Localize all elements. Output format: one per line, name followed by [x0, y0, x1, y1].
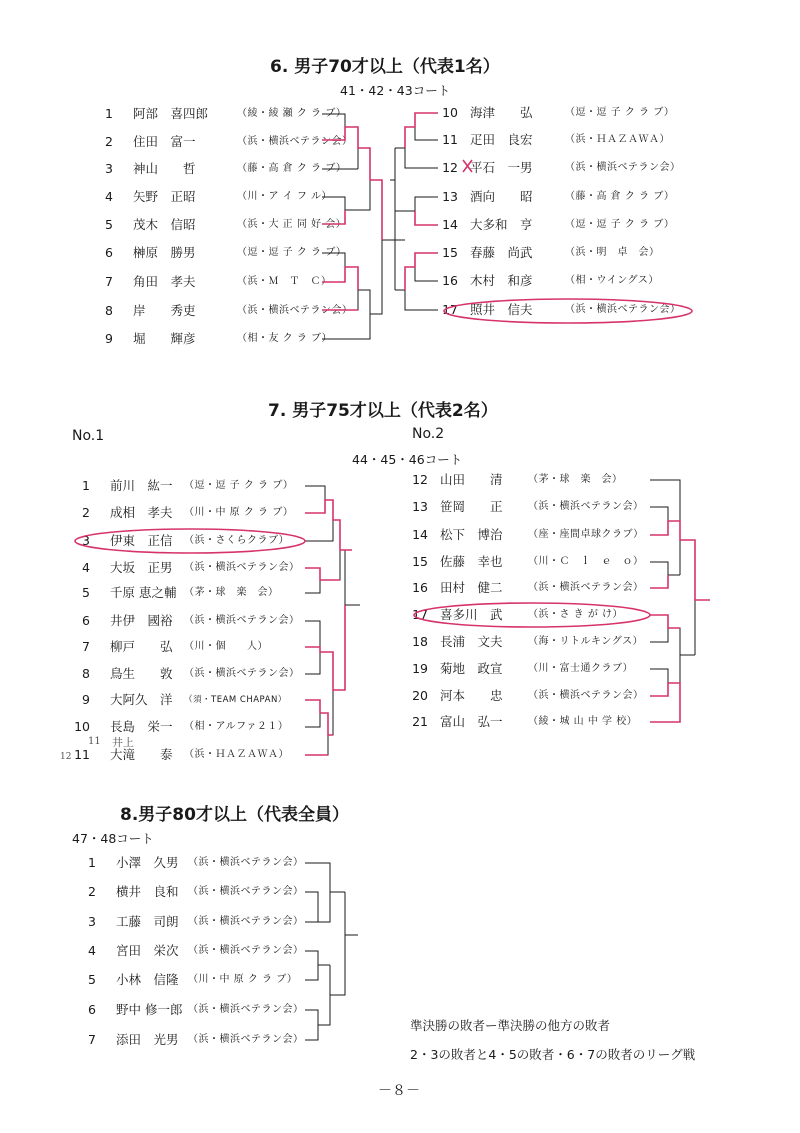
club-name: （浜・大 正 同 好 会）: [237, 219, 347, 230]
player-name: 岸 秀吏: [133, 303, 196, 318]
section8-court: 47・48コート: [72, 831, 154, 846]
club-name: （浜・横浜ベテラン会）: [188, 1034, 304, 1045]
club-name: （浜・横浜ベテラン会）: [237, 136, 353, 147]
player-name: 矢野 正昭: [133, 189, 196, 204]
club-name: （浜・さくらクラブ）: [184, 535, 290, 546]
entry-number: 3: [88, 914, 96, 929]
entry-number: 13: [412, 499, 428, 514]
club-name: （川・個 人）: [184, 641, 268, 652]
club-name: （浜・横浜ベテラン会）: [528, 582, 644, 593]
entry-number: 16: [412, 580, 428, 595]
player-name: 阿部 喜四郎: [133, 106, 209, 121]
club-name: （浜・横浜ベテラン会）: [237, 305, 353, 316]
entry-number: 9: [82, 692, 90, 707]
entry-number: 8: [82, 666, 90, 681]
club-name: （海・リトルキングス）: [528, 636, 644, 647]
player-name: 小澤 久男: [116, 855, 179, 870]
player-name: 野中 修一郎: [116, 1002, 183, 1017]
entry-number: 3: [82, 533, 90, 548]
club-name: （浜・ＨＡＺＡＷＡ）: [184, 749, 289, 760]
player-name: 宮田 栄次: [116, 943, 179, 958]
no1-label: No.1: [72, 428, 105, 444]
entry-number: 20: [412, 688, 428, 703]
player-name: 長浦 文夫: [440, 634, 503, 649]
club-name: （浜・横浜ベテラン会）: [565, 304, 681, 315]
entry-number: 5: [88, 972, 96, 987]
player-name: 喜多川 武: [440, 607, 503, 622]
club-name: （浜・横浜ベテラン会）: [188, 857, 304, 868]
section7-left-highlights: [75, 500, 352, 755]
club-name: （綾・城 山 中 学 校）: [528, 716, 638, 727]
club-name: （相・アルファ２１）: [184, 721, 289, 732]
club-name: （須・TEAM CHAPAN）: [184, 695, 287, 705]
club-name: （逗・逗 子 ク ラ ブ）: [237, 247, 347, 258]
section6-bracket: [322, 113, 438, 339]
player-name: 角田 孝夫: [133, 274, 196, 289]
entry-number: 15: [412, 554, 428, 569]
club-name: （浜・横浜ベテラン会）: [565, 162, 681, 173]
club-name: （相・友 ク ラ ブ）: [237, 333, 333, 344]
entry-number: 18: [412, 634, 428, 649]
entry-number: 10: [74, 719, 90, 734]
player-name: 松下 博治: [440, 527, 503, 542]
player-name: 鳥生 敦: [110, 666, 173, 681]
club-name: （藤・高 倉 ク ラ ブ）: [565, 191, 675, 202]
club-name: （浜・横浜ベテラン会）: [528, 690, 644, 701]
club-name: （浜・横浜ベテラン会）: [188, 945, 304, 956]
entry-number: 6: [82, 613, 90, 628]
section6-highlights: [322, 113, 692, 323]
entry-number: 2: [105, 134, 113, 149]
page-number: －８－: [378, 1083, 420, 1099]
section8-note-1: 準決勝の敗者ー準決勝の他方の敗者: [410, 1018, 611, 1033]
player-name: 照井 信夫: [470, 302, 533, 317]
player-name: 富山 弘一: [440, 714, 503, 729]
player-name: 横井 良和: [116, 884, 179, 899]
player-name: 平石 一男: [470, 160, 533, 175]
club-name: （川・富士通クラブ）: [528, 663, 634, 674]
entry-number: 1: [88, 855, 96, 870]
entry-number: 14: [412, 527, 428, 542]
entry-number: 5: [82, 585, 90, 600]
club-name: （浜・Ｍ Ｔ Ｃ）: [237, 276, 332, 287]
club-name: （浜・横浜ベテラン会）: [188, 1004, 304, 1015]
entry-number: 16: [442, 273, 458, 288]
entry-number: 6: [88, 1002, 96, 1017]
entry-number: 2: [82, 505, 90, 520]
entry-number: 7: [82, 639, 90, 654]
entry-number: 6: [105, 245, 113, 260]
club-name: （浜・明 卓 会）: [565, 247, 660, 258]
player-name: 井伊 國裕: [110, 613, 173, 628]
entry-number: 14: [442, 217, 458, 232]
club-name: （逗・逗 子 ク ラ ブ）: [184, 480, 294, 491]
player-name: 住田 富一: [133, 134, 196, 149]
player-name: 工藤 司朗: [116, 914, 179, 929]
club-name: （浜・さ き が け）: [528, 609, 624, 620]
club-name: （浜・横浜ベテラン会）: [188, 886, 304, 897]
entry-number: 5: [105, 217, 113, 232]
player-name: 大多和 亨: [470, 217, 533, 232]
club-name: （浜・横浜ベテラン会）: [184, 562, 300, 573]
entry-number: 4: [82, 560, 90, 575]
section7-court: 44・45・46コート: [352, 452, 463, 467]
player-name: 小林 信隆: [116, 972, 179, 987]
player-name: 酒向 昭: [470, 189, 533, 204]
player-name: 田村 健二: [440, 580, 503, 595]
entry-number: 2: [88, 884, 96, 899]
section7-right-highlights: [414, 521, 710, 722]
entry-number: 19: [412, 661, 428, 676]
entry-number: 1: [82, 478, 90, 493]
section7-title: 7. 男子75才以上（代表2名）: [268, 401, 498, 421]
player-name: 成相 孝夫: [110, 505, 173, 520]
club-name: （川・Ｃ ｌ ｅ ｏ）: [528, 556, 644, 567]
section8-title: 8.男子80才以上（代表全員）: [120, 805, 349, 825]
club-name: （川・中 原 ク ラ ブ）: [184, 507, 294, 518]
section6-title: 6. 男子70才以上（代表1名）: [270, 57, 500, 77]
player-name: 柳戸 弘: [110, 639, 173, 654]
entry-number: 7: [88, 1032, 96, 1047]
player-name: 疋田 良宏: [470, 132, 533, 147]
entry-number: 4: [105, 189, 113, 204]
club-name: （川・中 原 ク ラ ブ）: [188, 974, 298, 985]
player-name: 菊地 政宣: [440, 661, 503, 676]
section8-note-2: 2・3の敗者と4・5の敗者・6・7の敗者のリーグ戦: [410, 1047, 696, 1062]
player-name: 千原 恵之輔: [110, 585, 177, 600]
player-name: 伊東 正信: [110, 533, 173, 548]
entry-number: 10: [442, 105, 458, 120]
club-name: （浜・ＨＡＺＡＷＡ）: [565, 134, 670, 145]
player-name: 前川 紘一: [110, 478, 173, 493]
player-name: 大滝 泰: [110, 747, 173, 762]
handwritten-note-11: 11: [88, 736, 101, 747]
club-name: （相・ウイングス）: [565, 275, 659, 286]
player-name: 大阿久 洋: [110, 692, 173, 707]
club-name: （茅・球 楽 会）: [528, 474, 623, 485]
club-name: （浜・横浜ベテラン会）: [528, 501, 644, 512]
entry-number: 3: [105, 161, 113, 176]
entry-number: 11: [442, 132, 458, 147]
club-name: （浜・横浜ベテラン会）: [184, 615, 300, 626]
player-name: 海津 弘: [470, 105, 533, 120]
player-name: 添田 光男: [116, 1032, 179, 1047]
section8-bracket: [305, 863, 358, 1040]
entry-number: 15: [442, 245, 458, 260]
entry-number: 12: [412, 472, 428, 487]
entry-number: 7: [105, 274, 113, 289]
entry-number: 11: [74, 747, 90, 762]
entry-number: 17: [442, 302, 458, 317]
player-name: 堀 輝彦: [133, 331, 196, 346]
club-name: （綾・綾 瀬 ク ラ ブ）: [237, 108, 347, 119]
club-name: （逗・逗 子 ク ラ ブ）: [565, 219, 675, 230]
player-name: 茂木 信昭: [133, 217, 196, 232]
club-name: （逗・逗 子 ク ラ ブ）: [565, 107, 675, 118]
player-name: 神山 哲: [133, 161, 196, 176]
club-name: （川・ア イ フ ル）: [237, 191, 333, 202]
player-name: 山田 清: [440, 472, 503, 487]
handwritten-note-name: 井上: [112, 736, 134, 749]
player-name: 木村 和彦: [470, 273, 533, 288]
player-name: 春藤 尚武: [470, 245, 533, 260]
entry-number: 8: [105, 303, 113, 318]
entry-number: 21: [412, 714, 428, 729]
player-name: 河本 忠: [440, 688, 503, 703]
entry-number: 9: [105, 331, 113, 346]
club-name: （浜・横浜ベテラン会）: [188, 916, 304, 927]
handwritten-note-12: 12: [60, 752, 72, 762]
club-name: （座・座間卓球クラブ）: [528, 529, 644, 540]
player-name: 笹岡 正: [440, 499, 503, 514]
club-name: （浜・横浜ベテラン会）: [184, 668, 300, 679]
club-name: （茅・球 楽 会）: [184, 587, 279, 598]
entry-number: 1: [105, 106, 113, 121]
section6-court: 41・42・43コート: [340, 83, 451, 98]
player-name: 佐藤 幸也: [440, 554, 503, 569]
club-name: （藤・高 倉 ク ラ ブ）: [237, 163, 347, 174]
entry-number: 17: [412, 607, 428, 622]
section7-left-bracket: [305, 486, 360, 755]
entry-number: 13: [442, 189, 458, 204]
player-name: 長島 栄一: [110, 719, 173, 734]
player-name: 榊原 勝男: [133, 245, 196, 260]
no2-label: No.2: [412, 426, 445, 442]
entry-number: 4: [88, 943, 96, 958]
entry-number: 12: [442, 160, 458, 175]
player-name: 大坂 正男: [110, 560, 173, 575]
